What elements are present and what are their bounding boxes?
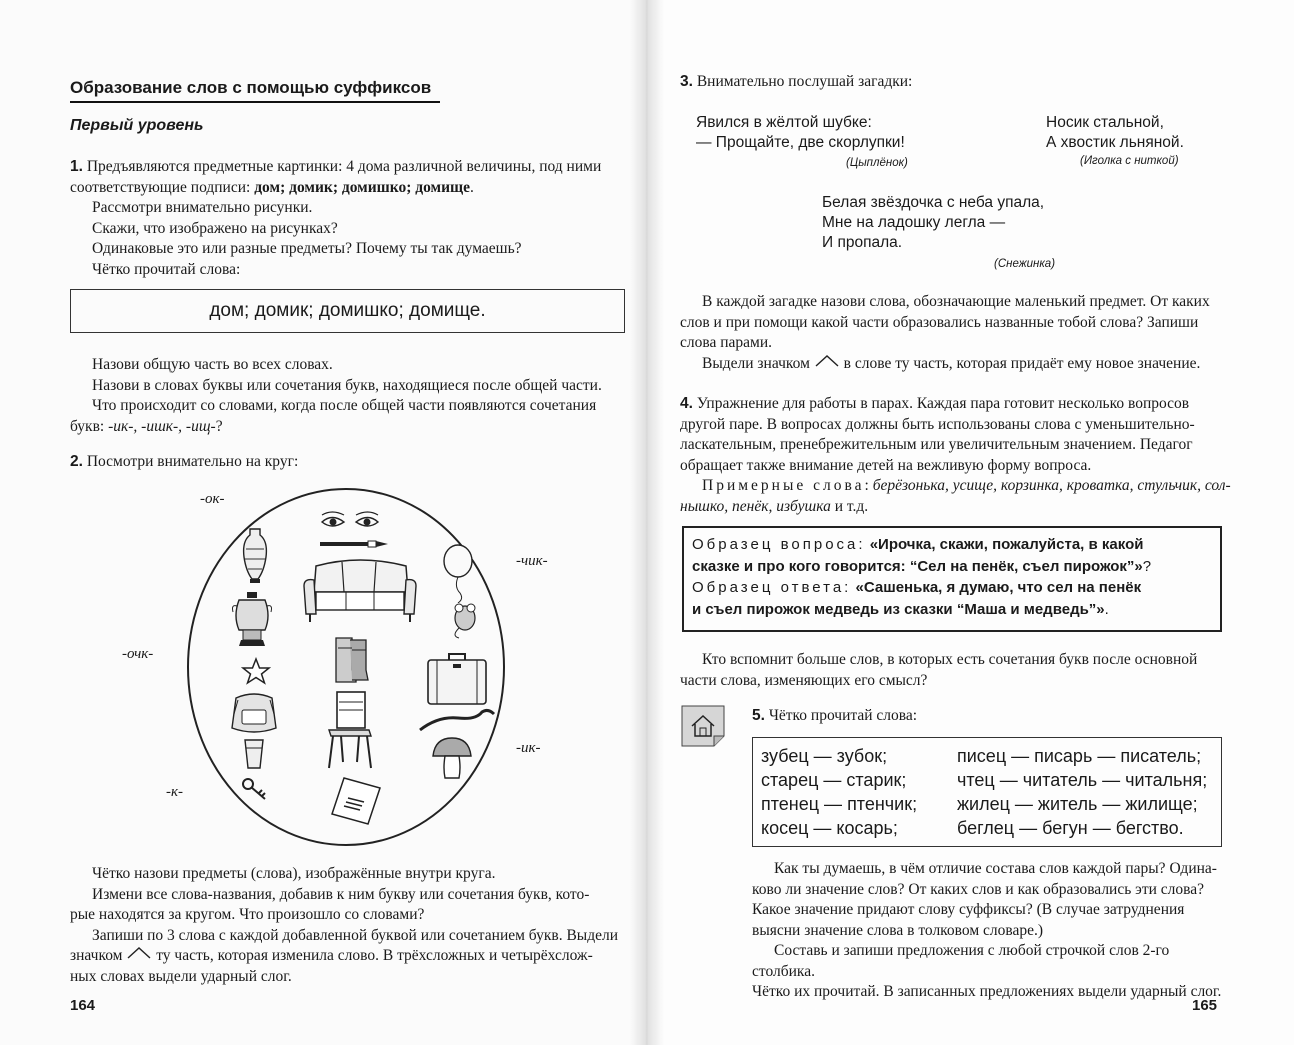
eyes-icon [318,510,382,532]
riddle-3 [822,193,1044,253]
vase-icon [240,527,270,585]
after-box-p3: Что происходит со словами, когда после общей части появляются сочетания [92,397,597,414]
word-row: старец — старик; чтец — читатель — читальня; [761,770,1208,790]
key-icon [241,777,269,801]
riddle-2-answer: (Иголка с ниткой) [1080,155,1179,167]
book-icon [330,776,382,826]
final-l1: Как ты думаешь, в чём отличие состава слов каждой пары? Одина- [774,860,1217,877]
final-l5: Составь и запиши предложения с любой строчкой слов 2-го столбика. [752,942,1170,980]
word-row: птенец — птенчик; жилец — житель — жилище; [761,794,1198,814]
final-l6: Чётко их прочитай. В записанных предложениях выдели ударный слог. [752,983,1222,1000]
bottom-p2b: рые находятся за кругом. Что произошло со словами? [70,906,425,923]
sample-answer-1: Образец ответа: «Сашенька, я думаю, что сел на пенёк [692,579,1142,596]
riddle-3-answer: (Снежинка) [994,258,1056,270]
sample-box [682,526,1222,632]
task-4 [680,394,1240,517]
bottom-p2a: Измени все слова-названия, добавив к ним букву или сочетания букв, кото- [92,885,590,903]
riddle-1-line-1: Явился в жёлтой шубке: [696,114,872,131]
task-1-line-1: 1. Предъявляются предметные картинки: 4 дома различной величины, под ними [70,158,602,175]
after-sample-l2: части слова, изменяющих его смысл? [680,671,928,689]
suffix-ik: -ик- [516,740,541,756]
bottom-p1: Чётко назови предметы (слова), изображённые внутри круга. [92,865,496,882]
task-1-line-2: соответствующие подписи: дом; домик; домишко; домище. [70,178,474,196]
task-2: 2. Посмотри внимательно на круг: [70,453,299,470]
riddle-2 [1046,113,1184,153]
backpack-icon [228,692,280,736]
task-4-l2: другой паре. В вопросах должны быть использованы слова с уменьшительно- [680,415,1195,433]
bottom-p3a: Запиши по 3 слова с каждой добавленной буквой или сочетанием букв. Выдели [92,926,619,944]
riddle-3-line-1: Белая звёздочка с неба упала, [822,194,1045,211]
task-4-examples-2: нышко, пенёк, избушка и т.д. [680,497,869,515]
sample-answer-2: и съел пирожок медведь из сказки “Маша и медведь”». [692,600,1109,618]
page-number-right: 165 [1192,997,1218,1014]
after-sample-text [680,650,1240,691]
task-1-line-6: Чётко прочитай слова: [92,260,241,278]
riddle-3-line-2: Мне на ладошку легла — [822,214,1006,231]
caret-icon [814,354,840,368]
section-heading: Образование слов с помощью суффиксов [70,78,432,97]
after-sample-l1: Кто вспомнит больше слов, в которых есть сочетания букв после основной [702,651,1198,668]
riddle-1 [696,113,905,153]
suffix-ochk: -очк- [122,646,154,662]
heading-underline [70,101,440,103]
task-3: 3. Внимательно послушай загадки: [680,73,913,90]
riddle-2-line-1: Носик стальной, [1046,114,1164,131]
after-riddles-text [680,292,1240,374]
page-number-left: 164 [70,997,96,1014]
task-4-l3: ласкательным, пренебрежительным или увеличительным значением. Педагог [680,436,1193,453]
mushroom-icon [431,736,473,780]
task-4-l4: обращает также внимание детей на вежливую форму вопроса. [680,456,1092,474]
whip-icon [418,708,498,734]
task-1-line-5: Одинаковые это или разные предметы? Почему ты так думаешь? [92,240,522,257]
suffix-k: -к- [166,784,184,800]
suffix-ok: -ок- [200,491,225,507]
after-box-p1: Назови общую часть во всех словах. [92,356,333,373]
riddle-3-line-3: И пропала. [822,234,903,251]
caret-icon [126,946,152,960]
final-l4: выясни значение слова в толковом словаре.) [752,921,1044,939]
after-box-p2: Назови в словах буквы или сочетания букв, находящиеся после общей части. [92,376,602,394]
bottom-p3c: ных словах выдели ударный слог. [70,967,292,985]
bottom-p3b: значком ту часть, которая изменила слово. В трёхсложных и четырёхслож- [70,947,593,964]
star-icon [241,657,271,685]
suitcase-icon [425,652,489,708]
riddle-1-line-2: — Прощайте, две скорлупки! [696,134,905,151]
task-1-line-4: Скажи, что изображено на рисунках? [92,219,338,237]
glass-icon [243,738,265,770]
words-box: дом; домик; домишко; домище. [70,289,625,333]
task-4-examples: Примерные слова: берёзонька, усище, корзинка, кроватка, стульчик, сол- [702,477,1231,494]
final-l2: ково ли значение слов? От каких слов и как образовались эти слова? [752,880,1205,898]
after-box-p4: букв: -ик-, -ишк-, -ищ-? [70,417,223,435]
after-riddles-l1: В каждой загадке назови слова, обозначающие маленький предмет. От каких [702,293,1210,310]
sample-question-1: Образец вопроса: «Ирочка, скажи, пожалуйста, в какой [692,536,1144,553]
final-text [752,859,1226,1003]
suffix-chik: -чик- [516,553,548,569]
after-box-text [70,355,630,437]
after-riddles-l3: слова парами. [680,334,773,351]
house-icon [680,704,726,748]
sample-question-2: сказке и про кого говорится: “Сел на пенёк, съел пирожок”»? [692,557,1152,575]
sofa-icon [302,556,418,626]
chair-icon [325,690,375,770]
riddle-1-answer: (Цыплёнок) [846,157,908,169]
word-pairs-box [752,737,1222,847]
mouse-icon [445,600,481,640]
samovar-icon [231,590,275,650]
boots-icon [334,636,370,686]
book-gutter [630,0,664,1045]
after-riddles-l2: слов и при помощи какой части образовались названные тобой слова? Запиши [680,313,1199,331]
bottom-left-text [70,864,630,987]
task-1 [70,157,630,280]
level-subheading: Первый уровень [70,117,204,134]
task-1-line-3: Рассмотри внимательно рисунки. [92,199,313,216]
task-5: 5. Чётко прочитай слова: [752,707,918,724]
final-l3: Какое значение придают слову суффиксы? (В случае затруднения [752,901,1185,918]
brush-icon [318,538,390,550]
word-row: косец — косарь; беглец — бегун — бегство. [761,818,1184,838]
task-4-l1: 4. Упражнение для работы в парах. Каждая пара готовит несколько вопросов [680,395,1190,412]
word-row: зубец — зубок; писец — писарь — писатель; [761,746,1202,766]
after-riddles-l4: Выдели значком в слове ту часть, которая придаёт ему новое значение. [702,354,1201,372]
balloon-icon [440,543,476,603]
riddle-2-line-2: А хвостик льняной. [1046,134,1184,151]
